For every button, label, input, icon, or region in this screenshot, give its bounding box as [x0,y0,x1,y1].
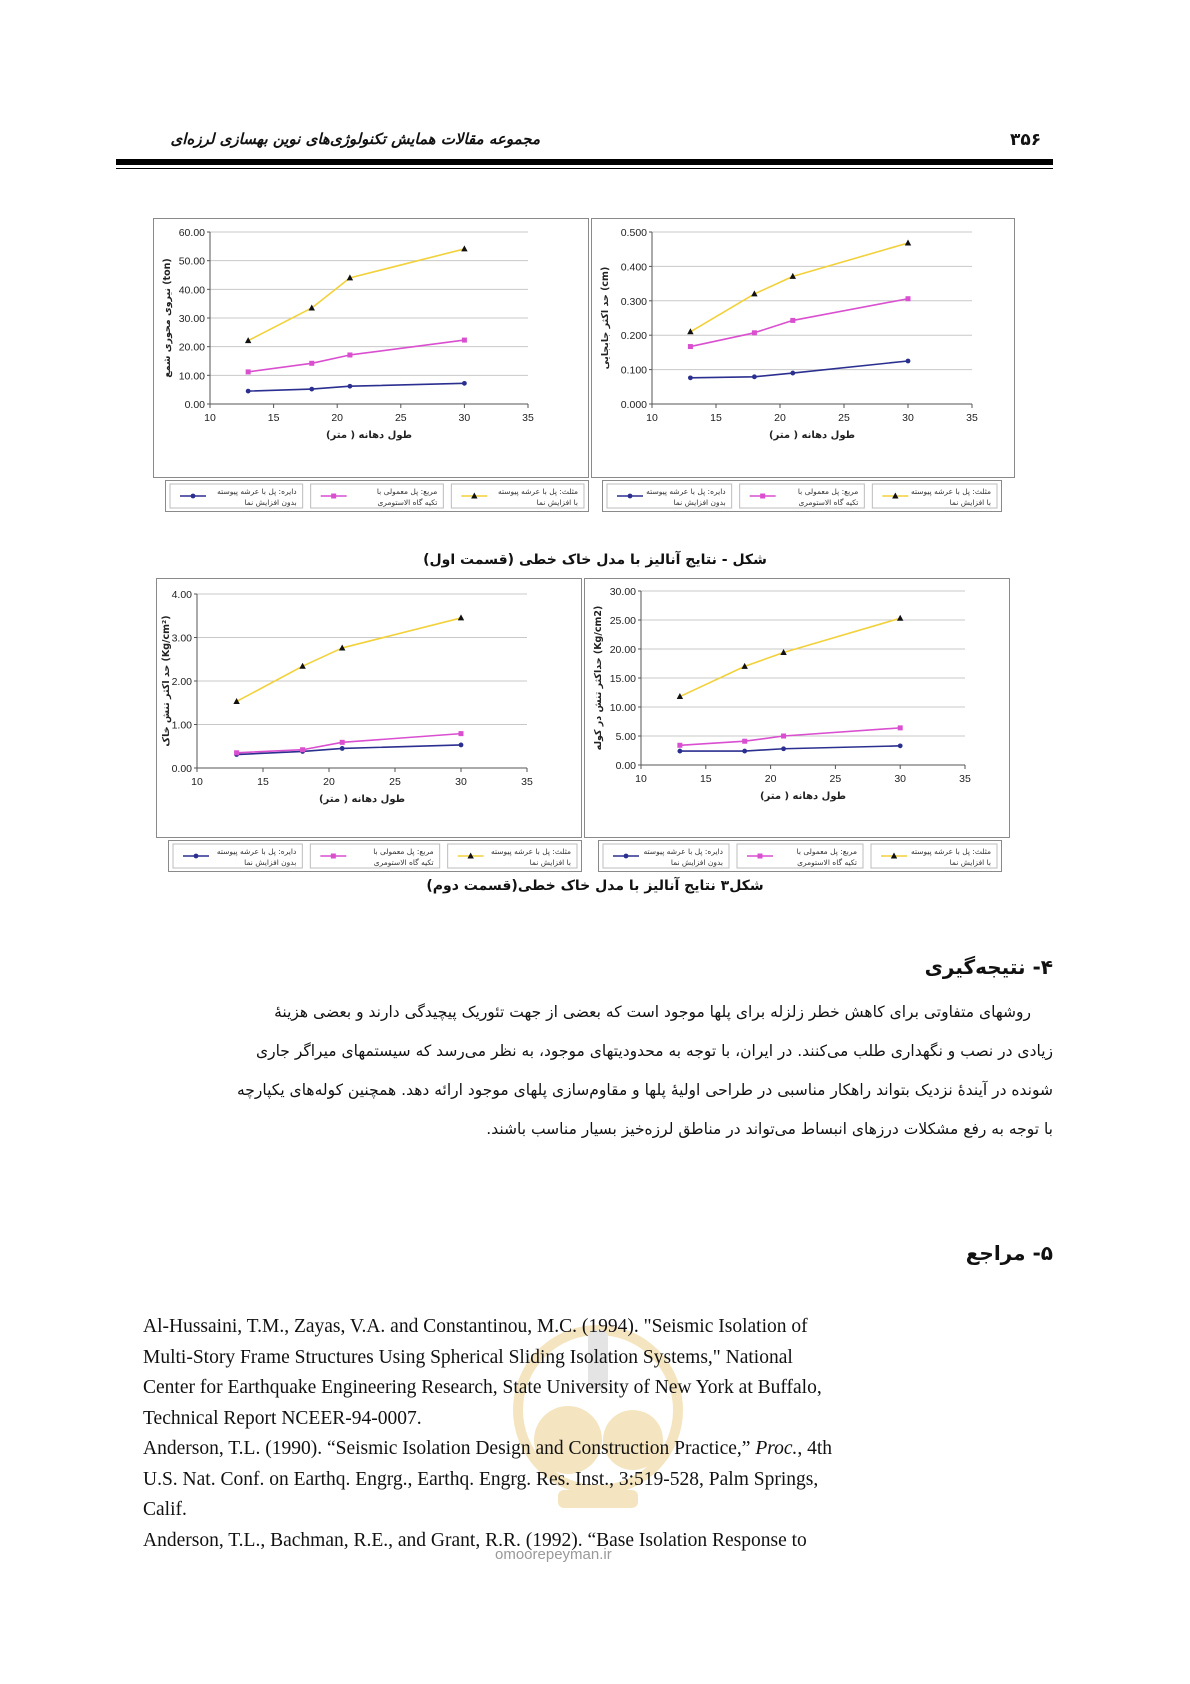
series-line-triangle [237,618,461,702]
legend-label: تکیه گاه الاستومری [797,858,857,867]
data-point-circle [191,494,196,499]
x-tick-label: 15 [257,776,269,788]
data-point-circle [309,387,314,392]
paragraph-line: شونده در آیندهٔ نزدیک بتواند راهکار مناسبی در طراحی اولیهٔ پلها و مقاوم‌سازی پلهای موجود ارائه دهد. همچنین کوله‌های یکپارچه [236,1081,1053,1099]
legend-fig1-left-items [166,481,588,511]
legend-label: مربع: پل معمولی با [376,487,438,496]
x-tick-label: 35 [521,776,533,788]
data-point-circle [348,384,353,389]
paragraph-line: زیادی در نصب و نگهداری طلب می‌کنند. در ایران، با توجه به محدودیتهای موجود، به نظر می‌رسد که سیستمهای میراگر جاری [255,1042,1053,1060]
y-tick-label: 0.00 [171,763,192,775]
y-tick-label: 50.00 [178,255,205,268]
section5-heading: ۵- مراجع [965,1241,1053,1265]
data-point-square [331,494,336,499]
references-list [143,1312,963,1556]
y-tick-label: 0.00 [184,399,205,411]
y-tick-label: 3.00 [171,632,192,645]
data-point-circle [688,375,693,380]
data-point-square [331,854,336,859]
x-tick-label: 15 [267,412,280,424]
data-point-circle [624,854,629,859]
x-tick-label: 35 [959,773,971,785]
data-point-square [300,747,305,752]
x-tick-label: 10 [191,776,203,788]
reference-line: Al-Hussaini, T.M., Zayas, V.A. and Constantinou, M.C. (1994). "Seismic Isolation of [143,1316,808,1337]
legend-fig2-left-items [169,841,581,871]
legend-label: با افزایش نما [949,858,991,867]
x-tick-label: 10 [204,412,216,424]
figure2-caption: شکل۳ نتایج آنالیز با مدل خاک خطی(قسمت دوم) [426,878,764,894]
series-line-circle [237,745,461,755]
x-tick-label: 20 [764,773,777,785]
header-rule-thin [116,168,1053,169]
chart-axial-force [154,219,588,477]
y-axis-label: حد اکثر جابجایی (cm) [600,266,611,370]
series-line-square [237,734,461,753]
chart-displacement [592,219,1014,477]
x-tick-label: 30 [458,412,471,424]
figure1-caption: شکل - نتایج آنالیز با مدل خاک خطی (قسمت اول) [423,552,767,568]
data-point-circle [677,749,682,754]
legend-label: بدون افزایش نما [244,858,297,867]
y-tick-label: 40.00 [178,284,205,297]
x-tick-label: 30 [455,776,467,788]
legend-label: با افزایش نما [529,858,571,867]
reference-line: Center for Earthquake Engineering Research, State University of New York at Buffalo, [143,1377,822,1398]
data-point-circle [752,374,757,379]
legend-label: دایره: پل با عرشه پیوسته [643,847,723,856]
reference-italic: Proc. [755,1438,798,1459]
x-axis-label: طول دهانه ( متر) [325,430,413,441]
x-tick-label: 25 [389,776,401,788]
data-point-square [688,344,693,349]
data-point-square [752,330,757,335]
series-line-square [680,728,900,745]
data-point-square [462,338,467,343]
section4-heading: ۴- نتیجه‌گیری [924,955,1053,979]
legend-label: مربع: پل معمولی با [796,847,857,856]
data-point-square [781,734,786,739]
x-tick-label: 25 [394,412,407,424]
legend-label: مربع: پل معمولی با [797,487,859,496]
data-point-square [677,743,682,748]
legend-label: مربع: پل معمولی با [373,847,434,856]
legend-label: مثلث: پل با عرشه پیوسته [910,847,991,856]
legend-fig2-right-items [599,841,1001,871]
data-point-square [340,740,345,745]
x-tick-label: 30 [894,773,907,785]
x-axis-label: طول دهانه ( متر) [759,791,847,802]
y-tick-label: 30.00 [178,313,205,325]
data-point-circle [246,389,251,394]
reference-line: Calif. [143,1499,187,1520]
y-tick-label: 10.00 [178,370,205,383]
legend-label: دایره: پل با عرشه پیوسته [216,847,297,856]
data-point-square [906,296,911,301]
series-line-triangle [248,249,464,341]
data-point-square [246,369,251,374]
x-tick-label: 20 [331,412,344,424]
y-tick-label: 0.00 [615,760,636,772]
legend-label: تکیه گاه الاستومری [377,498,438,507]
watermark-text: omoorepeyman.ir [495,1546,612,1563]
data-point-triangle [897,615,903,621]
legend-fig2-left [168,840,582,872]
series-line-circle [680,746,900,751]
data-point-square [758,854,763,859]
data-point-triangle [458,614,464,620]
reference-text: Anderson, T.L. (1990). “Seismic Isolation Design and Construction Practice,” [143,1438,756,1459]
y-tick-label: 0.300 [620,295,647,308]
reference-line: Multi-Story Frame Structures Using Spherical Sliding Isolation Systems," National [143,1346,793,1368]
y-tick-label: 0.100 [620,364,647,377]
x-tick-label: 30 [902,412,914,424]
y-tick-label: 15.00 [609,673,636,685]
y-tick-label: 10.00 [609,702,636,714]
x-tick-label: 35 [966,412,978,424]
page-number: ۳۵۶ [1010,130,1042,150]
x-tick-label: 10 [635,773,647,785]
data-point-triangle [905,240,911,246]
data-point-circle [906,359,911,364]
legend-fig1-right [602,480,1002,512]
y-axis-label: حداکثر تنش در کوله (Kg/cm2) [593,605,604,751]
series-line-triangle [680,618,900,696]
y-tick-label: 60.00 [178,227,205,239]
legend-label: مثلث: پل با عرشه پیوسته [910,487,991,496]
data-point-square [309,361,314,366]
data-point-circle [742,749,747,754]
legend-label: با افزایش نما [536,498,578,507]
paragraph-line: روشهای متفاوتی برای کاهش خطر زلزله برای پلها موجود است که بعضی از جهت تئوریک پیچیدگی دارند و بعضی هزینهٔ [274,1003,1031,1021]
data-point-circle [628,494,633,499]
y-tick-label: 4.00 [171,589,192,601]
data-point-circle [781,746,786,751]
data-point-circle [194,854,199,859]
legend-label: دایره: پل با عرشه پیوسته [646,487,726,496]
data-point-square [234,750,239,755]
legend-label: با افزایش نما [949,498,991,507]
y-tick-label: 20.00 [178,341,205,354]
y-tick-label: 0.400 [620,261,647,274]
reference-line: Technical Report NCEER-94-0007. [143,1407,422,1429]
legend-label: دایره: پل با عرشه پیوسته [217,487,297,496]
data-point-square [898,725,903,730]
y-tick-label: 0.000 [620,399,647,411]
data-point-square [790,318,795,323]
legend-label: تکیه گاه الاستومری [373,858,434,867]
header-rule-thick [116,159,1053,165]
section4-paragraph [133,997,1053,1145]
running-header-title: مجموعه مقالات همایش تکنولوژی‌های نوین بهسازی لرزه‌ای [170,130,540,148]
data-point-circle [459,743,464,748]
data-point-circle [462,381,467,386]
legend-label: تکیه گاه الاستومری [798,498,859,507]
x-tick-label: 20 [774,412,786,424]
paragraph-line: با توجه به رفع مشکلات درزهای انبساط می‌تواند در مناطق لرزه‌خیز بسیار مناسب باشند. [486,1120,1053,1138]
y-tick-label: 2.00 [171,676,192,688]
chart-soil-stress [157,579,581,837]
x-tick-label: 10 [646,412,658,424]
x-tick-label: 25 [829,773,842,785]
y-tick-label: 0.500 [620,227,647,239]
legend-fig1-left [165,480,589,512]
y-axis-label: نیروی محوری شمع (ton) [162,258,173,378]
legend-fig2-right [598,840,1002,872]
y-tick-label: 20.00 [609,644,636,656]
x-tick-label: 15 [710,412,722,424]
x-tick-label: 25 [838,412,850,424]
chart-panel-abutment-stress [584,578,1010,838]
legend-label: مثلث: پل با عرشه پیوسته [490,847,571,856]
legend-label: مثلث: پل با عرشه پیوسته [497,487,578,496]
reference-line: Anderson, T.L., Bachman, R.E., and Grant, R.R. (1992). “Base Isolation Response to [143,1529,807,1551]
data-point-circle [898,743,903,748]
legend-label: بدون افزایش نما [244,498,297,507]
x-tick-label: 15 [699,773,712,785]
y-axis-label: حد اکثر تنش خاک (Kg/cm²) [161,615,172,747]
x-tick-label: 20 [323,776,335,788]
chart-abutment-stress [585,579,1009,837]
chart-panel-axial-force [153,218,589,478]
data-point-square [760,494,765,499]
chart-panel-soil-stress [156,578,582,838]
x-tick-label: 35 [522,412,534,424]
reference-line [143,1434,963,1465]
legend-fig1-right-items [603,481,1001,511]
data-point-circle [340,746,345,751]
data-point-circle [790,371,795,376]
legend-label: بدون افزایش نما [673,498,726,507]
legend-label: بدون افزایش نما [670,858,723,867]
series-line-square [690,299,908,347]
y-tick-label: 1.00 [171,719,192,732]
data-point-triangle [461,245,467,251]
y-tick-label: 25.00 [609,615,636,627]
y-tick-label: 30.00 [609,586,636,598]
series-line-square [248,340,464,372]
series-line-circle [248,383,464,391]
reference-line: U.S. Nat. Conf. on Earthq. Engrg., Earthq. Engrg. Res. Inst., 3:519-528, Palm Springs, [143,1468,819,1490]
data-point-square [347,352,352,357]
y-tick-label: 5.00 [615,731,636,743]
y-tick-label: 0.200 [620,330,647,343]
reference-text: , 4th [797,1438,833,1459]
data-point-square [459,731,464,736]
x-axis-label: طول دهانه ( متر) [768,430,856,441]
data-point-square [742,739,747,744]
chart-panel-displacement [591,218,1015,478]
x-axis-label: طول دهانه ( متر) [318,794,406,805]
